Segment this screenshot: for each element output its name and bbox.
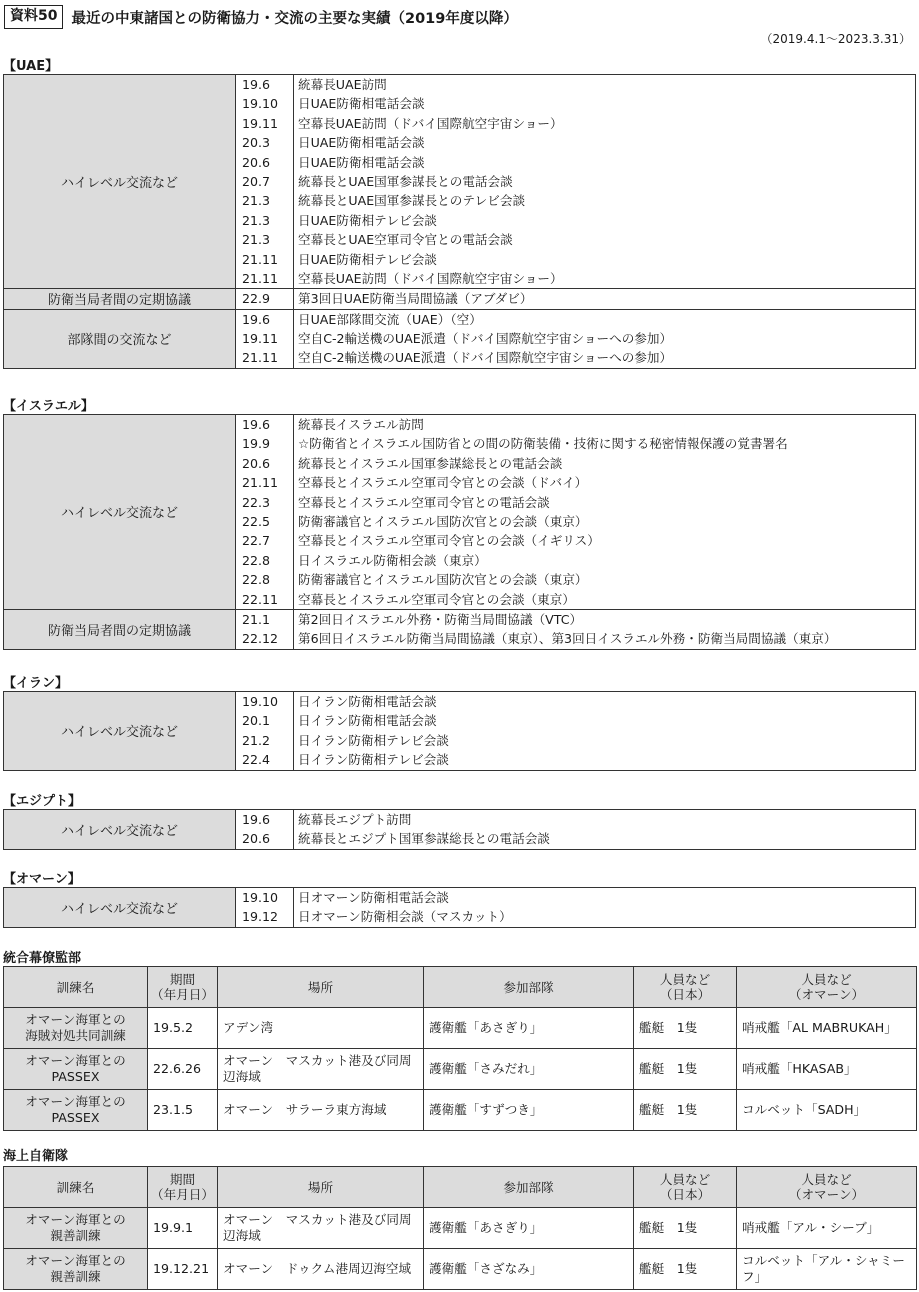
exchange-table [3,74,916,369]
header-period [148,967,218,1008]
event-cell [294,888,916,928]
header-period-line1: 期間 [169,1172,196,1187]
header-unit-line1: 参加部隊 [503,979,554,995]
training-place: オマーン マスカット港及び同周辺海域 [218,1049,424,1090]
country-heading: 【イスラエル】 [3,399,94,414]
event-cell [294,309,916,368]
event-cell [294,692,916,771]
event-date: 19.6 [242,311,271,327]
header-unit [424,1167,634,1208]
country-heading: 【UAE】 [3,59,59,74]
training-personnel-japan: 艦艇 1隻 [634,1208,737,1249]
header-personnel-japan [634,967,737,1008]
country-heading: 【オマーン】 [3,872,81,887]
training-place: アデン湾 [218,1008,424,1049]
event-text: 統幕長とUAE国軍参謀長とのテレビ会談 [298,193,526,209]
training-unit: 護衛艦「さざなみ」 [424,1249,634,1290]
header-personnel-oman-line2: （オマーン） [788,1187,865,1202]
event-date: 20.1 [242,713,271,729]
event-text: 防衛審議官とイスラエル国防次官との会談（東京） [298,572,588,588]
exchange-row [4,692,916,771]
training-name-line2: 親善訓練 [50,1228,101,1243]
category-cell: ハイレベル交流など [4,75,236,289]
event-date: 21.3 [242,212,271,228]
date-cell [236,289,294,309]
event-date: 20.3 [242,135,271,151]
exchange-table [3,691,916,771]
header-training-name [4,967,148,1008]
event-date: 22.7 [242,533,271,549]
document-header [4,4,518,30]
event-date: 19.10 [242,890,279,905]
training-header-row [4,967,917,1008]
header-period [148,1167,218,1208]
event-date: 22.8 [242,552,271,568]
date-cell [236,75,294,289]
event-text: 日UAE防衛相テレビ会談 [298,212,437,228]
header-personnel-japan-line1: 人員など [659,1172,711,1187]
header-unit [424,967,634,1008]
training-row [4,1208,917,1249]
training-date: 19.9.1 [148,1208,218,1249]
header-training-name-line1: 訓練名 [56,979,95,995]
training-row [4,1008,917,1049]
training-section-heading: 海上自衛隊 [3,1149,69,1164]
date-cell [236,415,294,610]
event-date: 21.11 [242,475,279,491]
training-date: 19.5.2 [148,1008,218,1049]
training-personnel-oman: コルベット「SADH」 [737,1090,917,1131]
event-text: 日オマーン防衛相電話会談 [298,890,449,905]
event-text: 日UAE防衛相電話会談 [298,96,425,112]
training-place: オマーン マスカット港及び同周辺海域 [218,1208,424,1249]
training-personnel-oman: 哨戒艦「アル・シーブ」 [737,1208,917,1249]
header-personnel-japan-line1: 人員など [659,972,711,987]
header-period-line1: 期間 [169,972,196,987]
event-text: 日イラン防衛相テレビ会談 [298,732,449,748]
training-row [4,1249,917,1290]
header-personnel-oman [737,967,917,1008]
training-date: 23.1.5 [148,1090,218,1131]
event-date: 21.3 [242,232,271,248]
date-cell [236,692,294,771]
header-place-line1: 場所 [307,1179,334,1195]
event-date: 20.6 [242,455,271,471]
exchange-table [3,809,916,850]
category-cell: 防衛当局者間の定期協議 [4,609,236,649]
header-place [218,967,424,1008]
document-label: 資料50 [4,5,63,29]
exchange-row [4,888,916,928]
event-date: 22.8 [242,572,271,588]
event-date: 21.2 [242,732,271,748]
event-date: 22.5 [242,513,271,529]
training-name-cell [4,1208,148,1249]
event-text: 統幕長エジプト訪問 [298,812,412,827]
exchange-row [4,309,916,368]
document-title: 最近の中東諸国との防衛協力・交流の主要な実績（2019年度以降） [71,10,518,27]
event-date: 21.11 [242,270,279,286]
header-personnel-japan-line2: （日本） [659,987,711,1002]
event-text: 空幕長とイスラエル空軍司令官との会談（ドバイ） [298,475,588,491]
event-text: 第3回日UAE防衛当局間協議（アブダビ） [298,291,533,307]
event-text: 統幕長とUAE国軍参謀長との電話会談 [298,173,513,189]
training-header-row [4,1167,917,1208]
event-date: 20.6 [242,831,271,847]
training-row [4,1090,917,1131]
training-name-line1: オマーン海軍との [25,1094,126,1109]
header-unit-line1: 参加部隊 [503,1179,554,1195]
category-cell: 部隊間の交流など [4,309,236,368]
training-name-line2: PASSEX [51,1110,100,1125]
header-personnel-oman-line1: 人員など [801,1172,852,1187]
event-date: 19.12 [242,909,279,925]
event-date: 20.7 [242,173,271,189]
training-name-line2: PASSEX [51,1069,100,1084]
event-text: 第2回日イスラエル外務・防衛当局間協議（VTC） [298,611,583,627]
event-date: 19.6 [242,77,271,92]
event-date: 21.11 [242,251,279,267]
category-cell: ハイレベル交流など [4,415,236,610]
event-date: 19.10 [242,694,279,709]
event-text: 日UAE部隊間交流（UAE）（空） [298,311,482,327]
training-date: 22.6.26 [148,1049,218,1090]
event-date: 22.4 [242,752,271,768]
event-date: 19.6 [242,417,271,432]
date-cell [236,309,294,368]
event-date: 19.10 [242,96,279,112]
event-text: 日イスラエル防衛相会談（東京） [298,552,487,568]
training-name-line1: オマーン海軍との [25,1053,126,1068]
header-personnel-japan [634,1167,737,1208]
event-date: 19.9 [242,436,271,452]
exchange-row [4,609,916,649]
event-text: 空幕長UAE訪問（ドバイ国際航空宇宙ショー） [298,270,563,286]
header-place-line1: 場所 [307,979,334,995]
event-text: 日イラン防衛相電話会談 [298,694,437,709]
country-heading: 【エジプト】 [3,794,82,809]
event-date: 19.11 [242,115,279,131]
date-cell [236,888,294,928]
event-text: 日UAE防衛相電話会談 [298,154,425,170]
date-cell [236,609,294,649]
training-name-line2: 海賊対処共同訓練 [25,1028,126,1043]
event-text: 空幕長とイスラエル空軍司令官との会談（東京） [298,591,575,607]
event-text: 日オマーン防衛相会談（マスカット） [298,909,512,925]
training-personnel-japan: 艦艇 1隻 [634,1049,737,1090]
event-cell [294,75,916,289]
exchange-table [3,414,916,650]
training-place: オマーン サラーラ東方海域 [218,1090,424,1131]
header-training-name-line1: 訓練名 [56,1179,95,1195]
event-date: 22.11 [242,591,279,607]
exchange-row [4,415,916,610]
event-cell [294,289,916,309]
event-cell [294,810,916,850]
training-name-line2: 親善訓練 [50,1269,101,1284]
training-place: オマーン ドゥクム港周辺海空域 [218,1249,424,1290]
event-text: 統幕長UAE訪問 [298,77,387,92]
header-personnel-oman [737,1167,917,1208]
event-date: 22.12 [242,631,279,647]
event-date: 21.11 [242,350,279,366]
event-text: 空幕長とイスラエル空軍司令官との会談（イギリス） [298,533,600,549]
header-training-name [4,1167,148,1208]
event-text: 第6回日イスラエル防衛当局間協議（東京）、第3回日イスラエル外務・防衛当局間協議（東京） [298,631,837,647]
training-personnel-oman: 哨戒艦「HKASAB」 [737,1049,917,1090]
training-name-cell [4,1008,148,1049]
header-place [218,1167,424,1208]
category-cell: ハイレベル交流など [4,810,236,850]
event-text: 日UAE防衛相テレビ会談 [298,251,437,267]
header-period-line2: （年月日） [151,1187,214,1202]
training-date: 19.12.21 [148,1249,218,1290]
training-name-cell [4,1049,148,1090]
event-text: 空自C-2輸送機のUAE派遣（ドバイ国際航空宇宙ショーへの参加） [298,331,673,347]
category-cell: ハイレベル交流など [4,692,236,771]
header-personnel-japan-line2: （日本） [659,1187,711,1202]
exchange-row [4,289,916,309]
event-date: 21.1 [242,611,271,627]
event-date: 20.6 [242,154,271,170]
training-unit: 護衛艦「あさぎり」 [424,1008,634,1049]
event-text: 統幕長とエジプト国軍参謀総長との電話会談 [298,831,550,847]
training-personnel-japan: 艦艇 1隻 [634,1008,737,1049]
event-date: 19.11 [242,331,279,347]
event-text: 日イラン防衛相電話会談 [298,713,437,729]
training-unit: 護衛艦「すずつき」 [424,1090,634,1131]
training-personnel-japan: 艦艇 1隻 [634,1249,737,1290]
header-personnel-oman-line2: （オマーン） [788,987,865,1002]
event-text: 日UAE防衛相電話会談 [298,135,425,151]
country-heading: 【イラン】 [3,676,69,691]
event-text: ☆防衛省とイスラエル国防省との間の防衛装備・技術に関する秘密情報保護の覚書署名 [298,436,788,452]
training-name-cell [4,1249,148,1290]
event-text: 統幕長イスラエル訪問 [298,417,424,432]
training-personnel-oman: コルベット「アル・シャミーフ」 [737,1249,917,1290]
event-text: 空幕長UAE訪問（ドバイ国際航空宇宙ショー） [298,115,563,131]
event-text: 統幕長とイスラエル国軍参謀総長との電話会談 [298,455,563,471]
exchange-table [3,887,916,928]
training-personnel-japan: 艦艇 1隻 [634,1090,737,1131]
exchange-row [4,810,916,850]
period-range: （2019.4.1～2023.3.31） [760,32,911,46]
event-date: 19.6 [242,812,271,827]
training-name-cell [4,1090,148,1131]
event-text: 日イラン防衛相テレビ会談 [298,752,449,768]
event-cell [294,415,916,610]
training-table [3,966,917,1131]
header-period-line2: （年月日） [151,987,214,1002]
training-row [4,1049,917,1090]
training-unit: 護衛艦「さみだれ」 [424,1049,634,1090]
training-personnel-oman: 哨戒艦「AL MABRUKAH」 [737,1008,917,1049]
event-date: 21.3 [242,193,271,209]
event-date: 22.9 [242,291,271,307]
event-date: 22.3 [242,494,271,510]
event-text: 防衛審議官とイスラエル国防次官との会談（東京） [298,513,588,529]
category-cell: ハイレベル交流など [4,888,236,928]
training-section-heading: 統合幕僚監部 [3,951,82,966]
training-table [3,1166,917,1290]
training-name-line1: オマーン海軍との [25,1012,126,1027]
header-personnel-oman-line1: 人員など [801,972,852,987]
date-cell [236,810,294,850]
event-text: 空自C-2輸送機のUAE派遣（ドバイ国際航空宇宙ショーへの参加） [298,350,673,366]
event-text: 空幕長とイスラエル空軍司令官との電話会談 [298,494,550,510]
event-text: 空幕長とUAE空軍司令官との電話会談 [298,232,513,248]
category-cell: 防衛当局者間の定期協議 [4,289,236,309]
training-name-line1: オマーン海軍との [25,1212,126,1227]
training-unit: 護衛艦「あさぎり」 [424,1208,634,1249]
training-name-line1: オマーン海軍との [25,1253,126,1268]
event-cell [294,609,916,649]
exchange-row [4,75,916,289]
